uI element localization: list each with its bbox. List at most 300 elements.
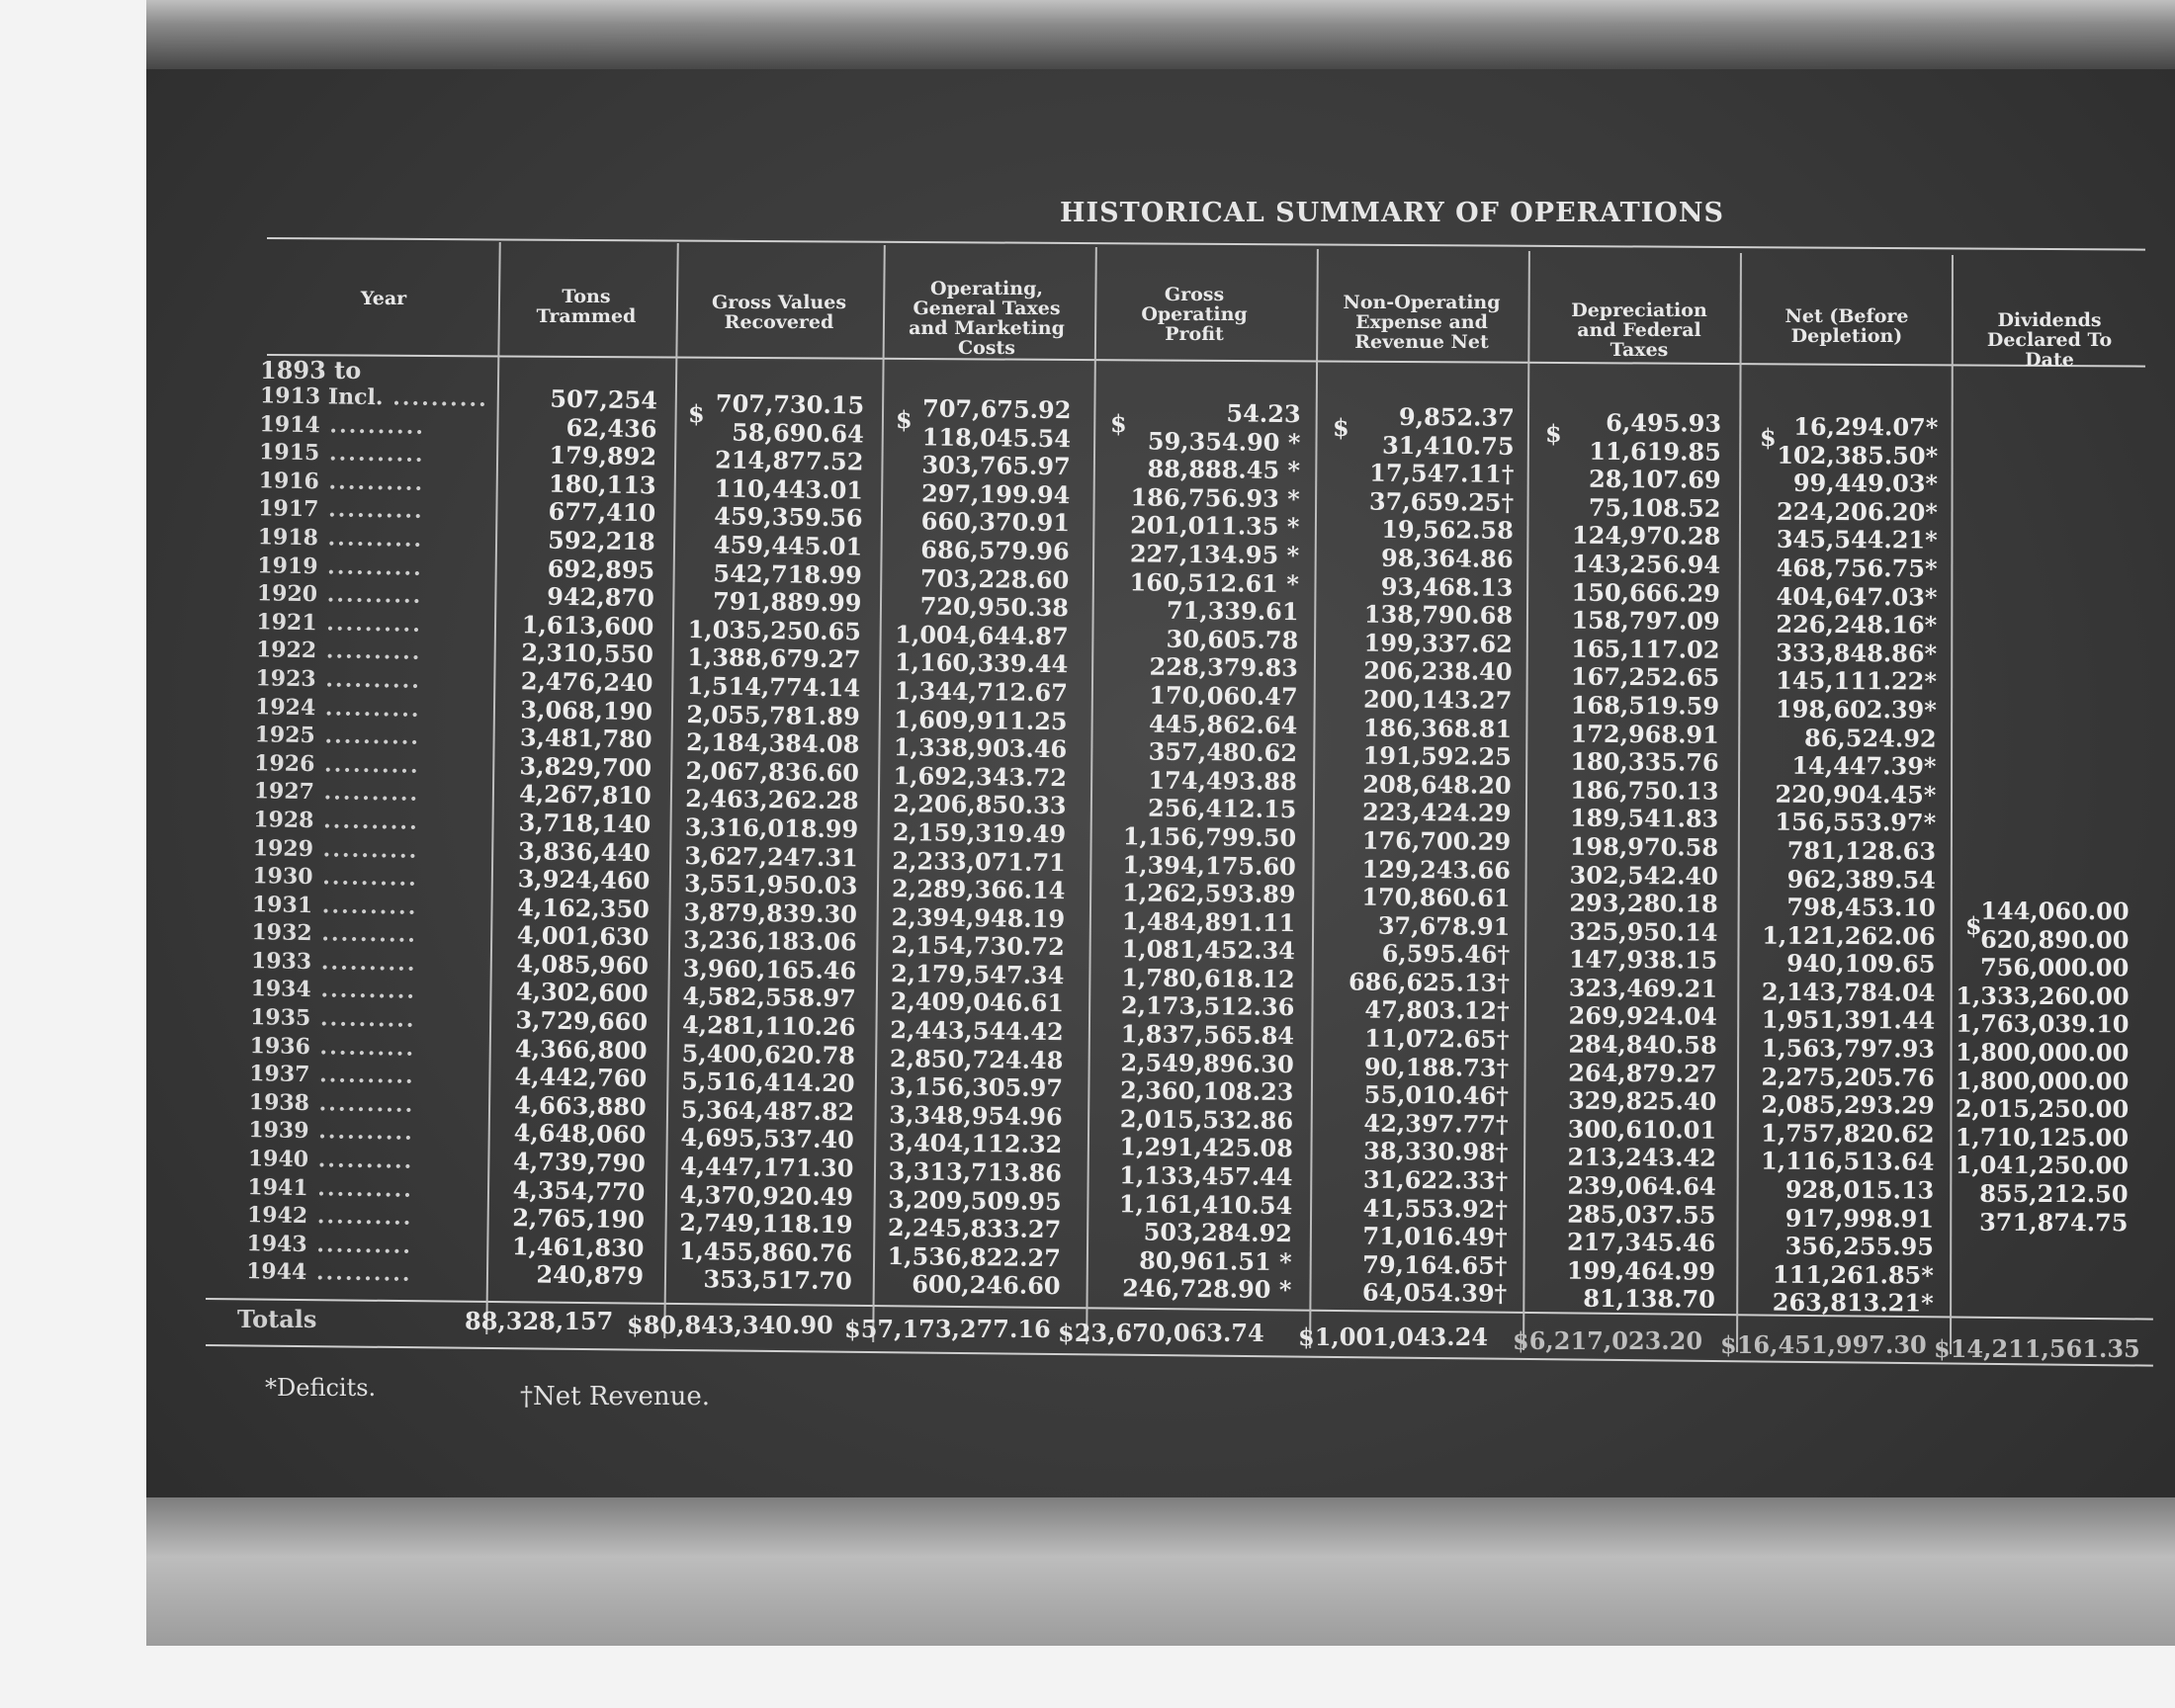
- leader-dots: ..........: [306, 1203, 413, 1231]
- year-label: 1941: [247, 1173, 308, 1201]
- tons-cell: 3,068,190: [520, 694, 653, 726]
- operating-costs-cell: 1,536,822.27: [887, 1240, 1062, 1273]
- gross-profit-cell: 1,394,175.60: [1122, 849, 1297, 881]
- gross-profit-cell: 88,888.45 *: [1147, 454, 1301, 485]
- non-operating-cell: 170,860.61: [1361, 882, 1511, 912]
- year-column: [246, 382, 487, 1289]
- operating-costs-cell: 1,344,712.67: [894, 676, 1069, 708]
- operating-costs-cell: 118,045.54: [921, 422, 1072, 453]
- year-label: 1916: [258, 468, 320, 494]
- year-row: [258, 523, 485, 555]
- leader-dots: ..........: [316, 581, 423, 610]
- depreciation-cell: 150,666.29: [1571, 577, 1721, 608]
- gross-values-cell: 214,877.52: [714, 445, 864, 476]
- gross-values-cell: 707,730.15: [715, 388, 865, 420]
- year-row: [256, 608, 483, 640]
- non-operating-cell: 90,188.73†: [1363, 1052, 1510, 1082]
- leader-dots: ..........: [307, 1147, 414, 1174]
- total-tons: 88,328,157: [465, 1307, 614, 1335]
- year-row: [246, 1230, 474, 1261]
- depreciation-cell: 300,610.01: [1567, 1114, 1717, 1145]
- depreciation-cell: 329,825.40: [1567, 1085, 1717, 1116]
- depreciation-cell: 11,619.85: [1589, 436, 1721, 467]
- gross-profit-cell: 71,339.61: [1166, 595, 1299, 627]
- header-gross-values: Gross Values Recovered: [711, 292, 847, 333]
- year-label: 1924: [254, 693, 316, 721]
- tons-cell: 4,001,630: [516, 920, 650, 952]
- operating-costs-cell: 3,313,713.86: [888, 1156, 1063, 1188]
- operating-costs-cell: 2,233,071.71: [892, 845, 1067, 877]
- total-net: $16,451,997.30: [1720, 1330, 1927, 1359]
- net-cell: 928,015.13: [1784, 1174, 1935, 1205]
- operating-costs-cell: 303,765.97: [921, 450, 1071, 481]
- tons-cell: 3,729,660: [515, 1005, 649, 1037]
- net-cell: 99,449.03*: [1792, 468, 1939, 498]
- year-label: 1921: [256, 608, 317, 636]
- tons-cell: 62,436: [566, 412, 657, 443]
- tons-cell: 692,895: [547, 554, 655, 584]
- gross-profit-cell: 2,549,896.30: [1120, 1047, 1294, 1078]
- operating-costs-cell: 2,206,850.33: [893, 789, 1067, 820]
- year-label: 1935: [249, 1004, 311, 1032]
- non-operating-cell: 37,659.25†: [1368, 486, 1515, 517]
- column-divider: [1950, 255, 1954, 1354]
- net-cell: 404,647.03*: [1776, 581, 1938, 612]
- depreciation-cell: 28,107.69: [1588, 464, 1721, 494]
- gross-profit-cell: 80,961.51 *: [1139, 1245, 1292, 1276]
- operating-costs-cell: 2,289,366.14: [891, 874, 1066, 905]
- leader-dots: ..........: [306, 1259, 412, 1288]
- operating-costs-cell: 686,579.96: [920, 535, 1070, 566]
- gross-values-cell: 5,516,414.20: [681, 1067, 855, 1098]
- gross-profit-cell: 54.23: [1226, 398, 1301, 429]
- gross-profit-cell: 2,015,532.86: [1119, 1104, 1294, 1135]
- gross-values-cell: 1,388,679.27: [687, 642, 861, 674]
- leader-dots: ..........: [319, 440, 425, 469]
- header-operating-costs: Operating, General Taxes and Marketing Costs: [909, 278, 1065, 359]
- year-label: 1936: [249, 1032, 311, 1060]
- gross-profit-cell: 227,134.95 *: [1129, 539, 1300, 570]
- gross-values-cell: 4,370,920.49: [679, 1179, 854, 1211]
- net-cell: 220,904.45*: [1775, 779, 1937, 810]
- gross-profit-cell: 170,060.47: [1149, 680, 1298, 712]
- non-operating-cell: 64,054.39†: [1361, 1278, 1508, 1309]
- gross-profit-cell: 59,354.90 *: [1147, 426, 1301, 457]
- year-label: 1939: [248, 1117, 309, 1145]
- operating-costs-cell: 600,246.60: [912, 1269, 1061, 1301]
- leader-dots: ..........: [306, 1231, 413, 1259]
- gross-values-cell: 3,236,183.06: [683, 925, 857, 957]
- operating-costs-cell: 2,394,948.19: [891, 901, 1066, 933]
- tons-cell: 4,085,960: [516, 949, 650, 981]
- year-label: 1914: [259, 410, 320, 438]
- non-operating-cell: 199,337.62: [1363, 628, 1514, 658]
- dividends-cell: 2,015,250.00: [1955, 1093, 2130, 1124]
- gross-values-cell: 4,582,558.97: [682, 982, 857, 1013]
- non-operating-cell: 17,547.11†: [1369, 458, 1515, 489]
- gross-profit-cell: 201,011.35 *: [1130, 510, 1300, 542]
- year-label: 1940: [247, 1146, 309, 1173]
- depreciation-cell: 189,541.83: [1569, 803, 1719, 834]
- header-bottom-rule: [267, 354, 2145, 368]
- tons-column: [480, 384, 657, 1291]
- non-operating-cell: 31,410.75: [1381, 430, 1515, 461]
- non-operating-cell: 176,700.29: [1361, 825, 1512, 856]
- non-operating-cell: 686,625.13†: [1348, 967, 1511, 997]
- gross-profit-cell: 1,262,593.89: [1122, 878, 1296, 909]
- gross-values-cell: 3,316,018.99: [684, 811, 859, 844]
- gross-profit-cell: 186,756.93 *: [1130, 482, 1300, 513]
- operating-costs-cell: 2,409,046.61: [890, 986, 1065, 1018]
- tons-cell: 4,442,760: [514, 1062, 648, 1093]
- year-row: [258, 467, 485, 498]
- table-top-rule: [267, 237, 2145, 251]
- operating-costs-cell: 3,156,305.97: [889, 1071, 1064, 1103]
- net-cell: 468,756.75*: [1776, 553, 1938, 583]
- depreciation-cell: 158,797.09: [1571, 605, 1720, 636]
- tons-cell: 4,663,880: [513, 1090, 647, 1122]
- leader-dots: ..........: [317, 553, 423, 581]
- depreciation-cell: 264,879.27: [1568, 1058, 1717, 1088]
- depreciation-cell: 172,968.91: [1570, 719, 1720, 749]
- non-operating-cell: 47,803.12†: [1364, 995, 1510, 1026]
- gross-values-cell: 459,359.56: [714, 501, 863, 533]
- total-dividends: $14,211,561.35: [1934, 1334, 2140, 1363]
- non-operating-cell: 41,553.92†: [1362, 1193, 1509, 1224]
- year-label: 1931: [251, 891, 313, 918]
- total-depreciation: $6,217,023.20: [1513, 1326, 1703, 1355]
- gross-values-cell: 3,627,247.31: [684, 840, 859, 872]
- year-label: 1932: [251, 919, 312, 947]
- header-tons-trammed: Tons Trammed: [536, 286, 637, 327]
- tons-cell: 4,162,350: [517, 892, 651, 923]
- dollar-sign: $: [1333, 413, 1349, 442]
- net-cell: 86,524.92: [1803, 723, 1937, 753]
- non-operating-cell: 6,595.46†: [1381, 939, 1511, 970]
- leader-dots: ..........: [315, 666, 422, 694]
- year-row: [249, 1088, 477, 1120]
- depreciation-cell: 168,519.59: [1570, 690, 1720, 721]
- gross-profit-cell: 228,379.83: [1149, 651, 1299, 683]
- year-label: 1922: [255, 637, 317, 664]
- leader-dots: ..........: [313, 779, 420, 808]
- gross-profit-cell: 1,161,410.54: [1118, 1188, 1293, 1220]
- leader-dots: ..........: [311, 892, 418, 920]
- year-row: [248, 1145, 476, 1176]
- depreciation-cell: 269,924.04: [1568, 1001, 1718, 1032]
- depreciation-cell: 302,542.40: [1569, 860, 1719, 891]
- net-column: [1731, 412, 1939, 1318]
- depreciation-cell: 323,469.21: [1568, 973, 1718, 1003]
- year-row: [252, 862, 479, 894]
- depreciation-cell: 6,495.93: [1606, 407, 1722, 438]
- gross-values-cell: 2,463,262.28: [685, 784, 859, 815]
- non-operating-cell: 42,397.77†: [1363, 1108, 1509, 1139]
- gross-values-cell: 1,035,250.65: [687, 614, 862, 646]
- gross-values-cell: 2,055,781.89: [686, 699, 861, 730]
- net-cell: 2,275,205.76: [1761, 1062, 1935, 1092]
- tons-cell: 1,461,830: [511, 1231, 645, 1263]
- scan-bottom-edge: [146, 1497, 2175, 1646]
- depreciation-cell: 81,138.70: [1583, 1284, 1716, 1315]
- operating-costs-cell: 3,209,509.95: [888, 1184, 1062, 1216]
- header-dividends: Dividends Declared To Date: [1986, 309, 2113, 371]
- net-cell: 1,116,513.64: [1760, 1147, 1935, 1176]
- leader-dots: ..........: [315, 638, 422, 666]
- tons-cell: 4,739,790: [513, 1147, 647, 1178]
- depreciation-cell: 180,335.76: [1570, 746, 1719, 777]
- depreciation-cell: 167,252.65: [1570, 661, 1720, 693]
- net-cell: 1,757,820.62: [1761, 1118, 1935, 1149]
- year-row: [257, 552, 484, 583]
- year-label: 1919: [257, 552, 318, 579]
- leader-dots: ..........: [319, 411, 426, 440]
- year-row: [253, 806, 480, 837]
- operating-costs-cell: 2,159,319.49: [892, 816, 1067, 849]
- operating-costs-cell: 1,692,343.72: [893, 760, 1068, 792]
- tons-cell: 4,648,060: [513, 1118, 647, 1150]
- tons-cell: 3,718,140: [518, 808, 652, 839]
- leader-dots: ..........: [308, 1089, 415, 1118]
- net-cell: 940,109.65: [1786, 949, 1936, 979]
- header-gross-profit: Gross Operating Profit: [1141, 284, 1248, 345]
- total-gross-profit: $23,670,063.74: [1058, 1319, 1264, 1347]
- depreciation-cell: 239,064.64: [1567, 1170, 1716, 1201]
- dividends-cell: 1,333,260.00: [1956, 981, 2130, 1011]
- non-operating-cell: 98,364.86: [1380, 543, 1514, 573]
- tons-cell: 3,829,700: [519, 750, 652, 783]
- non-operating-cell: 186,368.81: [1362, 713, 1513, 743]
- tons-cell: 4,366,800: [514, 1033, 648, 1065]
- leader-dots: ..........: [307, 1174, 414, 1203]
- depreciation-cell: 186,750.13: [1570, 775, 1719, 806]
- depreciation-cell: 147,938.15: [1568, 944, 1718, 975]
- gross-profit-cell: 2,360,108.23: [1119, 1075, 1294, 1107]
- year-label: 1915: [258, 439, 320, 467]
- net-cell: 798,453.10: [1786, 892, 1936, 922]
- operating-costs-cell: 720,950.38: [919, 591, 1070, 623]
- leader-dots: ..........: [310, 977, 417, 1005]
- gross-profit-cell: 357,480.62: [1148, 736, 1298, 768]
- leader-dots: ..........: [309, 1033, 416, 1062]
- operating-costs-cell: 707,675.92: [921, 393, 1072, 425]
- dividends-cell: 1,763,039.10: [1956, 1009, 2130, 1039]
- non-operating-cell: 37,678.91: [1377, 910, 1511, 941]
- year-row: [256, 637, 483, 668]
- year-label: 1930: [252, 863, 313, 891]
- year-row: [255, 693, 482, 725]
- gross-profit-column: [1076, 398, 1301, 1305]
- leader-dots: ..........: [311, 949, 417, 977]
- year-label: 1929: [252, 834, 314, 862]
- page-title: HISTORICAL SUMMARY OF OPERATIONS: [1059, 198, 1724, 228]
- operating-costs-column: [862, 394, 1071, 1301]
- dividends-cell: 1,800,000.00: [1955, 1066, 2130, 1095]
- operating-costs-cell: 2,154,730.72: [891, 930, 1065, 962]
- net-cell: 226,248.16*: [1776, 609, 1938, 640]
- year-row: [247, 1173, 475, 1205]
- year-row: [251, 947, 478, 979]
- operating-costs-cell: 2,850,724.48: [889, 1043, 1064, 1074]
- gross-values-column: [654, 389, 865, 1297]
- year-row: [250, 976, 478, 1007]
- dollar-sign: $: [688, 399, 705, 428]
- gross-values-cell: 110,443.01: [714, 473, 864, 505]
- operating-costs-cell: 2,179,547.34: [890, 958, 1065, 990]
- tons-cell: 942,870: [547, 581, 655, 613]
- leader-dots: ..........: [312, 864, 419, 892]
- gross-values-cell: 5,400,620.78: [681, 1038, 856, 1070]
- year-label: 1926: [253, 749, 315, 777]
- non-operating-cell: 19,562.58: [1381, 515, 1514, 546]
- year-label: 1927: [253, 778, 315, 806]
- year-label: 1917: [257, 495, 319, 523]
- gross-profit-cell: 30,605.78: [1166, 624, 1299, 654]
- gross-profit-cell: 2,173,512.36: [1120, 990, 1295, 1022]
- net-cell: 111,261.85*: [1772, 1259, 1934, 1290]
- gross-profit-cell: 246,728.90 *: [1122, 1273, 1292, 1305]
- gross-values-cell: 3,879,839.30: [683, 897, 858, 929]
- net-cell: 1,951,391.44: [1761, 1005, 1936, 1036]
- year-row: [249, 1060, 477, 1091]
- net-cell: 2,085,293.29: [1761, 1089, 1935, 1120]
- gross-profit-cell: 1,484,891.11: [1121, 905, 1296, 937]
- non-operating-cell: 31,622.33†: [1362, 1164, 1509, 1195]
- year-row: [255, 664, 482, 696]
- tons-cell: 2,310,550: [521, 638, 654, 669]
- year-row: [246, 1258, 474, 1290]
- total-gross-values: $80,843,340.90: [627, 1311, 833, 1339]
- operating-costs-cell: 2,443,544.42: [890, 1015, 1064, 1047]
- dividends-cell: 1,800,000.00: [1956, 1037, 2130, 1068]
- gross-values-cell: 1,455,860.76: [678, 1236, 853, 1268]
- depreciation-cell: 165,117.02: [1571, 634, 1720, 664]
- gross-profit-cell: 1,837,565.84: [1120, 1019, 1295, 1051]
- tons-cell: 507,254: [550, 384, 658, 415]
- depreciation-column: [1518, 408, 1721, 1314]
- operating-costs-cell: 2,245,833.27: [887, 1213, 1062, 1244]
- year-row: [247, 1201, 475, 1233]
- year-row: [251, 918, 478, 950]
- leader-dots: ..........: [316, 609, 423, 638]
- net-cell: 962,389.54: [1786, 864, 1937, 895]
- depreciation-cell: 293,280.18: [1569, 888, 1718, 918]
- gross-profit-cell: 1,133,457.44: [1119, 1160, 1293, 1192]
- non-operating-column: [1304, 402, 1515, 1309]
- net-cell: 16,294.07*: [1793, 411, 1939, 442]
- gross-profit-cell: 174,493.88: [1148, 765, 1297, 796]
- gross-values-cell: 3,960,165.46: [682, 953, 857, 985]
- year-label: 1934: [250, 976, 311, 1003]
- year-label: 1944: [245, 1258, 307, 1286]
- tons-cell: 592,218: [547, 525, 655, 556]
- operating-costs-cell: 3,404,112.32: [888, 1128, 1063, 1159]
- tons-cell: 2,476,240: [520, 666, 653, 698]
- totals-label: Totals: [237, 1305, 317, 1333]
- year-row: [254, 749, 481, 781]
- year-row: [257, 579, 484, 611]
- tons-cell: 4,267,810: [518, 779, 652, 811]
- leader-dots: ..........: [314, 723, 421, 750]
- net-cell: 263,813.21*: [1772, 1288, 1934, 1318]
- dividends-cell: 144,060.00: [1980, 896, 2130, 926]
- dollar-sign: $: [1760, 423, 1777, 452]
- year-row: [250, 1003, 478, 1035]
- gross-profit-cell: 256,412.15: [1147, 793, 1297, 824]
- year-row: [252, 891, 479, 922]
- net-cell: 1,563,797.93: [1761, 1033, 1936, 1064]
- non-operating-cell: 191,592.25: [1362, 740, 1513, 772]
- depreciation-cell: 217,345.46: [1566, 1227, 1716, 1257]
- leader-dots: ..........: [314, 750, 420, 779]
- header-depreciation: Depreciation and Federal Taxes: [1571, 299, 1707, 361]
- depreciation-cell: 198,970.58: [1569, 831, 1719, 862]
- tons-cell: 179,892: [549, 440, 657, 471]
- gross-values-cell: 542,718.99: [713, 557, 862, 589]
- header-non-operating: Non-Operating Expense and Revenue Net: [1343, 292, 1501, 353]
- depreciation-cell: 285,037.55: [1567, 1199, 1716, 1230]
- depreciation-cell: 124,970.28: [1571, 521, 1721, 552]
- year-row: [249, 1032, 477, 1064]
- leader-dots: ..........: [310, 1005, 416, 1033]
- non-operating-cell: 208,648.20: [1362, 769, 1512, 800]
- tons-cell: 4,302,600: [515, 977, 649, 1008]
- year-row: [258, 495, 485, 527]
- tons-cell: 3,481,780: [519, 723, 652, 754]
- year-label: 1937: [248, 1061, 310, 1088]
- net-cell: 356,255.95: [1784, 1231, 1935, 1261]
- non-operating-cell: 9,852.37: [1398, 401, 1515, 432]
- gross-values-cell: 3,551,950.03: [683, 869, 858, 900]
- footnote-net-revenue: †Net Revenue.: [520, 1382, 711, 1411]
- net-cell: 333,848.86*: [1776, 638, 1938, 668]
- net-cell: 145,111.22*: [1776, 666, 1938, 696]
- gross-values-cell: 5,364,487.82: [680, 1094, 855, 1127]
- gross-values-cell: 1,514,774.14: [686, 670, 861, 703]
- scan-top-edge: [146, 0, 2175, 69]
- first-year-line: 1893 to: [260, 356, 362, 384]
- non-operating-cell: 206,238.40: [1363, 655, 1513, 687]
- header-year: Year: [360, 288, 407, 309]
- net-cell: 781,128.63: [1786, 835, 1937, 866]
- year-label: 1943: [246, 1230, 307, 1257]
- non-operating-cell: 93,468.13: [1380, 571, 1514, 602]
- leader-dots: ..........: [311, 920, 418, 949]
- gross-values-cell: 4,447,171.30: [679, 1151, 854, 1183]
- year-row: [259, 410, 486, 442]
- gross-profit-cell: 1,156,799.50: [1122, 821, 1297, 853]
- leader-dots: ..........: [313, 808, 419, 835]
- leader-dots: ..........: [318, 496, 424, 525]
- leader-dots: ..........: [312, 835, 419, 864]
- depreciation-cell: 143,256.94: [1571, 549, 1721, 579]
- dividends-cell: 1,710,125.00: [1955, 1122, 2130, 1153]
- tons-cell: 180,113: [548, 469, 656, 500]
- leader-dots: ..........: [309, 1062, 415, 1090]
- tons-cell: 240,879: [536, 1259, 645, 1291]
- net-cell: 917,998.91: [1784, 1203, 1935, 1234]
- non-operating-cell: 138,790.68: [1363, 599, 1514, 631]
- gross-values-cell: 2,749,118.19: [679, 1208, 853, 1239]
- operating-costs-cell: 703,228.60: [919, 562, 1070, 594]
- gross-values-cell: 791,889.99: [712, 586, 862, 618]
- net-cell: 2,143,784.04: [1761, 977, 1936, 1007]
- document-photo: [146, 0, 2175, 1646]
- year-label: 1933: [250, 948, 312, 976]
- year-row: [260, 382, 487, 413]
- leader-dots: ..........: [318, 468, 425, 496]
- dividends-cell: 371,874.75: [1979, 1207, 2129, 1237]
